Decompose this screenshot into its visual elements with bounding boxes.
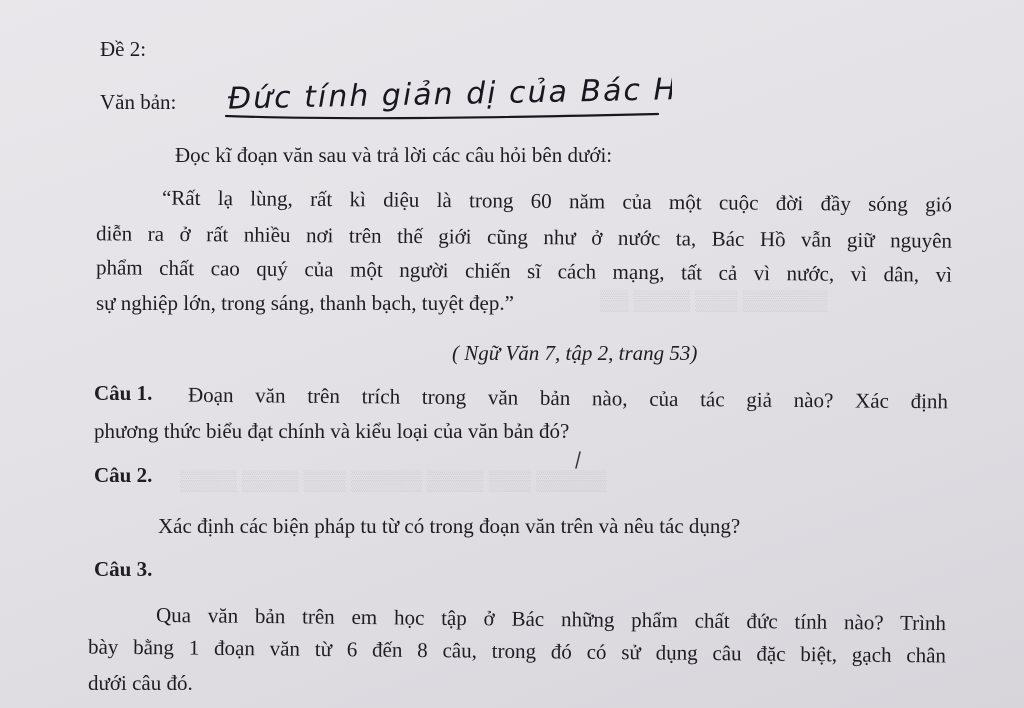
passage-line: phẩm chất cao quý của một người chiến sĩ cách mạng, tất cả vì nước, vì dân, vì bbox=[95, 255, 953, 287]
bleed-through-text: ▒▒▒▒▒ ▒▒▒ ▒▒▒▒ ▒▒▒▒▒ ▒▒▒ ▒▒▒▒ ▒▒▒▒ bbox=[180, 470, 607, 492]
question-label: Câu 3. bbox=[94, 557, 153, 581]
text-label: Văn bản: bbox=[100, 90, 177, 114]
instruction-text: Đọc kĩ đoạn văn sau và trả lời các câu hỏi bên dưới: bbox=[175, 143, 613, 167]
bleed-through-text: ▒▒▒▒▒▒ ▒▒▒ ▒▒▒▒ ▒▒ bbox=[600, 290, 828, 312]
handwritten-title-text: Đức tính giản dị của Bác Hồ. bbox=[227, 71, 672, 117]
passage-line: sự nghiệp lớn, trong sáng, thanh bạch, tuyệt đẹp.” bbox=[96, 291, 514, 315]
exam-title: Đề 2: bbox=[100, 37, 147, 61]
question-text: Đoạn văn trên trích trong văn bản nào, của tác giả nào? Xác định bbox=[187, 382, 949, 414]
pen-mark bbox=[574, 450, 582, 470]
question-text: bày bằng 1 đoạn văn từ 6 đến 8 câu, trong đó có sử dụng câu đặc biệt, gạch chân bbox=[87, 634, 947, 668]
handwriting-svg bbox=[222, 60, 672, 132]
question-text: Qua văn bản trên em học tập ở Bác những phẩm chất đức tính nào? Trình bbox=[155, 602, 947, 636]
question-text: phương thức biểu đạt chính và kiểu loại của văn bản đó? bbox=[94, 419, 570, 443]
passage-source: ( Ngữ Văn 7, tập 2, trang 53) bbox=[452, 341, 698, 365]
question-text: Xác định các biện pháp tu từ có trong đoạn văn trên và nêu tác dụng? bbox=[158, 514, 741, 538]
passage-line: diễn ra ở rất nhiều nơi trên thế giới cũng như ở nước ta, Bác Hồ vẫn giữ nguyên bbox=[95, 221, 953, 253]
question-text: dưới câu đó. bbox=[88, 671, 193, 695]
question-label: Câu 2. bbox=[94, 463, 153, 487]
passage-line: “Rất lạ lùng, rất kì diệu là trong 60 năm của một cuộc đời đầy sóng gió bbox=[161, 185, 953, 217]
question-label: Câu 1. bbox=[94, 381, 153, 405]
handwritten-title bbox=[222, 60, 672, 132]
